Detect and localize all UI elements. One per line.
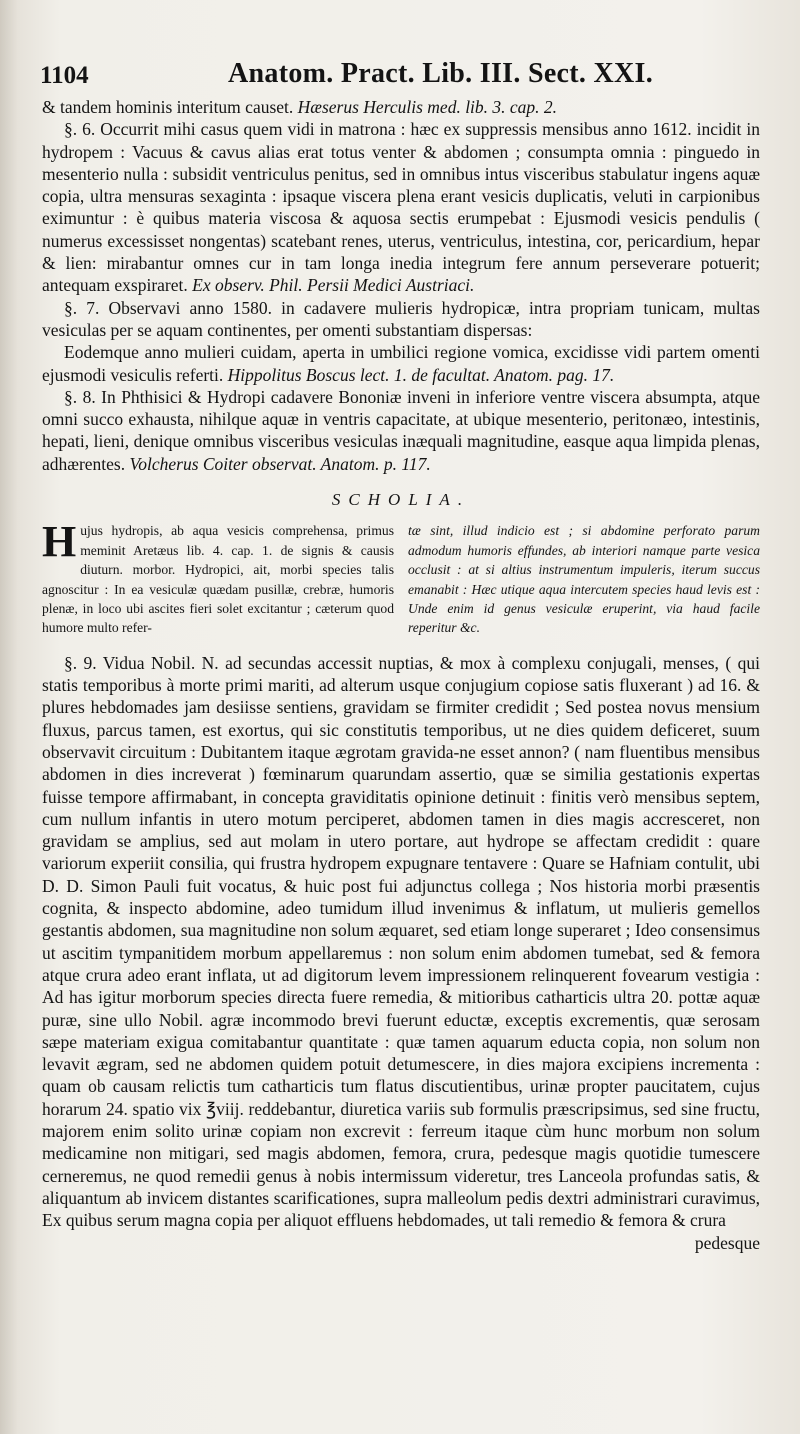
citation: Ex observ. Phil. Persii Medici Austriaci. (192, 275, 475, 296)
citation: Volcherus Coiter observat. Anatom. p. 117. (129, 453, 431, 474)
scholia-right-column: tæ sint, illud indicio est ; si abdomine perforato parum admodum humoris effundes, ab interiori namque parte vesica occlusit : at si altius instrumentum impuleris, iterum succus emanabit : Hæc utique aqua intercutem species haud levis est : Unde enim id genus vesiculæ eruperint, via haud facile reperitur &c. (408, 523, 760, 636)
paragraph-section-8: §. 8. In Phthisici & Hydropi cadavere Bononiæ inveni in inferiore ventre viscera absumpta, atque omni succo exhausta, nihilque aquæ in ventris capacitate, at ubique mesenterio, peritonæo, intestinis, hepati, lieni, denique omnibus visceribus vesiculas inæquali magnitudine, easque aqua limpida plenas, adhærentes. Volcherus Coiter observat. Anatom. p. 117. (42, 386, 760, 474)
drop-cap: H (42, 517, 77, 567)
paragraph-section-7: §. 7. Observavi anno 1580. in cadavere mulieris hydropicæ, intra propriam tunicam, multas vesiculas per se aquam continentes, per omenti substantiam dispersas: (42, 297, 760, 340)
paragraph-continuation: & tandem hominis interitum causet. Hæserus Herculis med. lib. 3. cap. 2. (42, 97, 558, 117)
scholia-block (42, 517, 760, 637)
running-head: Anatom. Pract. Lib. III. Sect. XXI. (228, 58, 654, 89)
citation: Hæserus Herculis med. lib. 3. cap. 2. (297, 97, 558, 117)
paragraph-section-7-continued: Eodemque anno mulieri cuidam, aperta in umbilici regione vomica, excidisse vidi partem omenti ejusmodi vesiculis referti. Hippolitus Boscus lect. 1. de facultat. Anatom. pag. 17. (42, 342, 760, 385)
scholia-heading: SCHOLIA. (331, 490, 471, 510)
paragraph-section-6: §. 6. Occurrit mihi casus quem vidi in matrona : hæc ex suppressis mensibus anno 1612. incidit in hydropem : Vacuus & cavus alias erat totus venter & abdomen ; consumpta omnia : pinguedo in mesenterio nulla : subsidit ventriculus penitus, sed in omnibus intus visceribus stabulatur ingens aquæ copia, ultra mensuras sexaginta : ipsaque viscera plena erant vesicis duplicatis, veluti in carpionibus eximuntur : è quibus materia viscosa & aquosa sectis erumpebat : Ejusmodi vesicis pendulis ( numerus excessisset nongentas) scatebant renes, uterus, ventriculus, intestina, cor, pericardium, hepar & lien: mirabantur omnes cur in tam longa inedia integrum fere annum perseverare potuerit; antequam exspiraret. Ex observ. Phil. Persii Medici Austriaci. (42, 119, 760, 296)
page-number: 1104 (40, 62, 89, 89)
catchword: pedesque (694, 1232, 760, 1253)
paragraph-section-9: §. 9. Vidua Nobil. N. ad secundas accessit nuptias, & mox à complexu conjugali, menses, ( qui statis temporibus à morte primi mariti, ad alterum usque conjugium copiose satis fluxerant ) ad 16. & plures hebdomades jam desiisse sentiens, gravidam se firmiter credidit ; Sed postea novus mensium fluxus, parcus tamen, est exortus, qui sic constitutis temporibus, ut ne dies quidem deficeret, suum observavit circuitum : Dubitantem itaque ægrotam gravida-ne esset annon? ( nam fluentibus mensibus abdomen in dies increverat ) fœminarum quarundam assertio, quæ se similia gestationis expertas fuisse tempore affirmabant, in concepta graviditatis opinione detinuit : finitis verò mensibus septem, cum nullum infantis in utero motum perciperet, abdomen tamen in dies magis accresceret, non gravidam se amplius, sed aut molam in utero portare, aut hydrope se affectam credidit : quare variorum experiit consilia, qui frustra hydropem expugnare tentavere : Quare se Hafniam contulit, ubi D. D. Simon Pauli fuit vocatus, & huic post fui adjunctus collega ; Nos historia morbi præsentis cognita, & inspecto abdomine, adeo tumidum illud invenimus & inflatum, ut mulieris gemellos gestantis abdomen, sua magnitudine non solum æquaret, sed etiam longe superaret ; Ideo consensimus ut ascitim tympanitidem morbum appellaremus : non solum enim abdomen tumebat, sed & femora atque crura adeo erant inflata, ut ad digitorum levem impressionem relinquerent fovearum vestigia : Ad has igitur morborum species directa fuere remedia, & mitioribus catharticis ultra 20. pottæ aquæ puræ, sine ullo Nobil. agræ incommodo brevi fuerunt eductæ, exceptis excrementis, quæ serosam sæpe materiam exigua comitabantur quantitate : quæ tamen aquarum educta copia, non solum non levavit ægram, sed ne abdomen quidem potuit detumescere, in dies majora excipiens incrementa : quam ob causam relictis tum catharticis tum flatus discutientibus, urinæ propter paucitatem, cujus horarum 24. spatio vix ℥viij. reddebantur, diuretica variis sub formulis præscripsimus, sed sine fructu, majorem enim solito urinæ copiam non excrevit : ferreum itaque cùm hunc morbum non solum medicamine non mitigari, sed magis abdomen, femora, crura, pedesque magis quotidie tumescere cerneremus, ne quod remedii genus à nobis intermissum videretur, tres Lanceola profundas satis, & aliquantum ab invicem distantes scarificationes, supra malleolum pedis dextri administrari curavimus, Ex quibus serum magna copia per aliquot effluens hebdomades, ut tali remedio & femora & crura (42, 652, 760, 1231)
main-text (42, 96, 760, 1254)
citation: Hippolitus Boscus lect. 1. de facultat. Anatom. pag. 17. (227, 364, 615, 385)
page-header (40, 58, 780, 98)
scholia-left-column: Hujus hydropis, ab aqua vesicis comprehensa, primus meminit Aretæus lib. 4. cap. 1. de signis & causis diuturn. morbor. Hydropici, ait, morbi species talis agnoscitur : In ea vesiculæ quædam pusillæ, crebræ, humoris plenæ, in loco ubi ascites fieri solet excitantur ; cæterum quod humore multo refer- (42, 517, 394, 636)
